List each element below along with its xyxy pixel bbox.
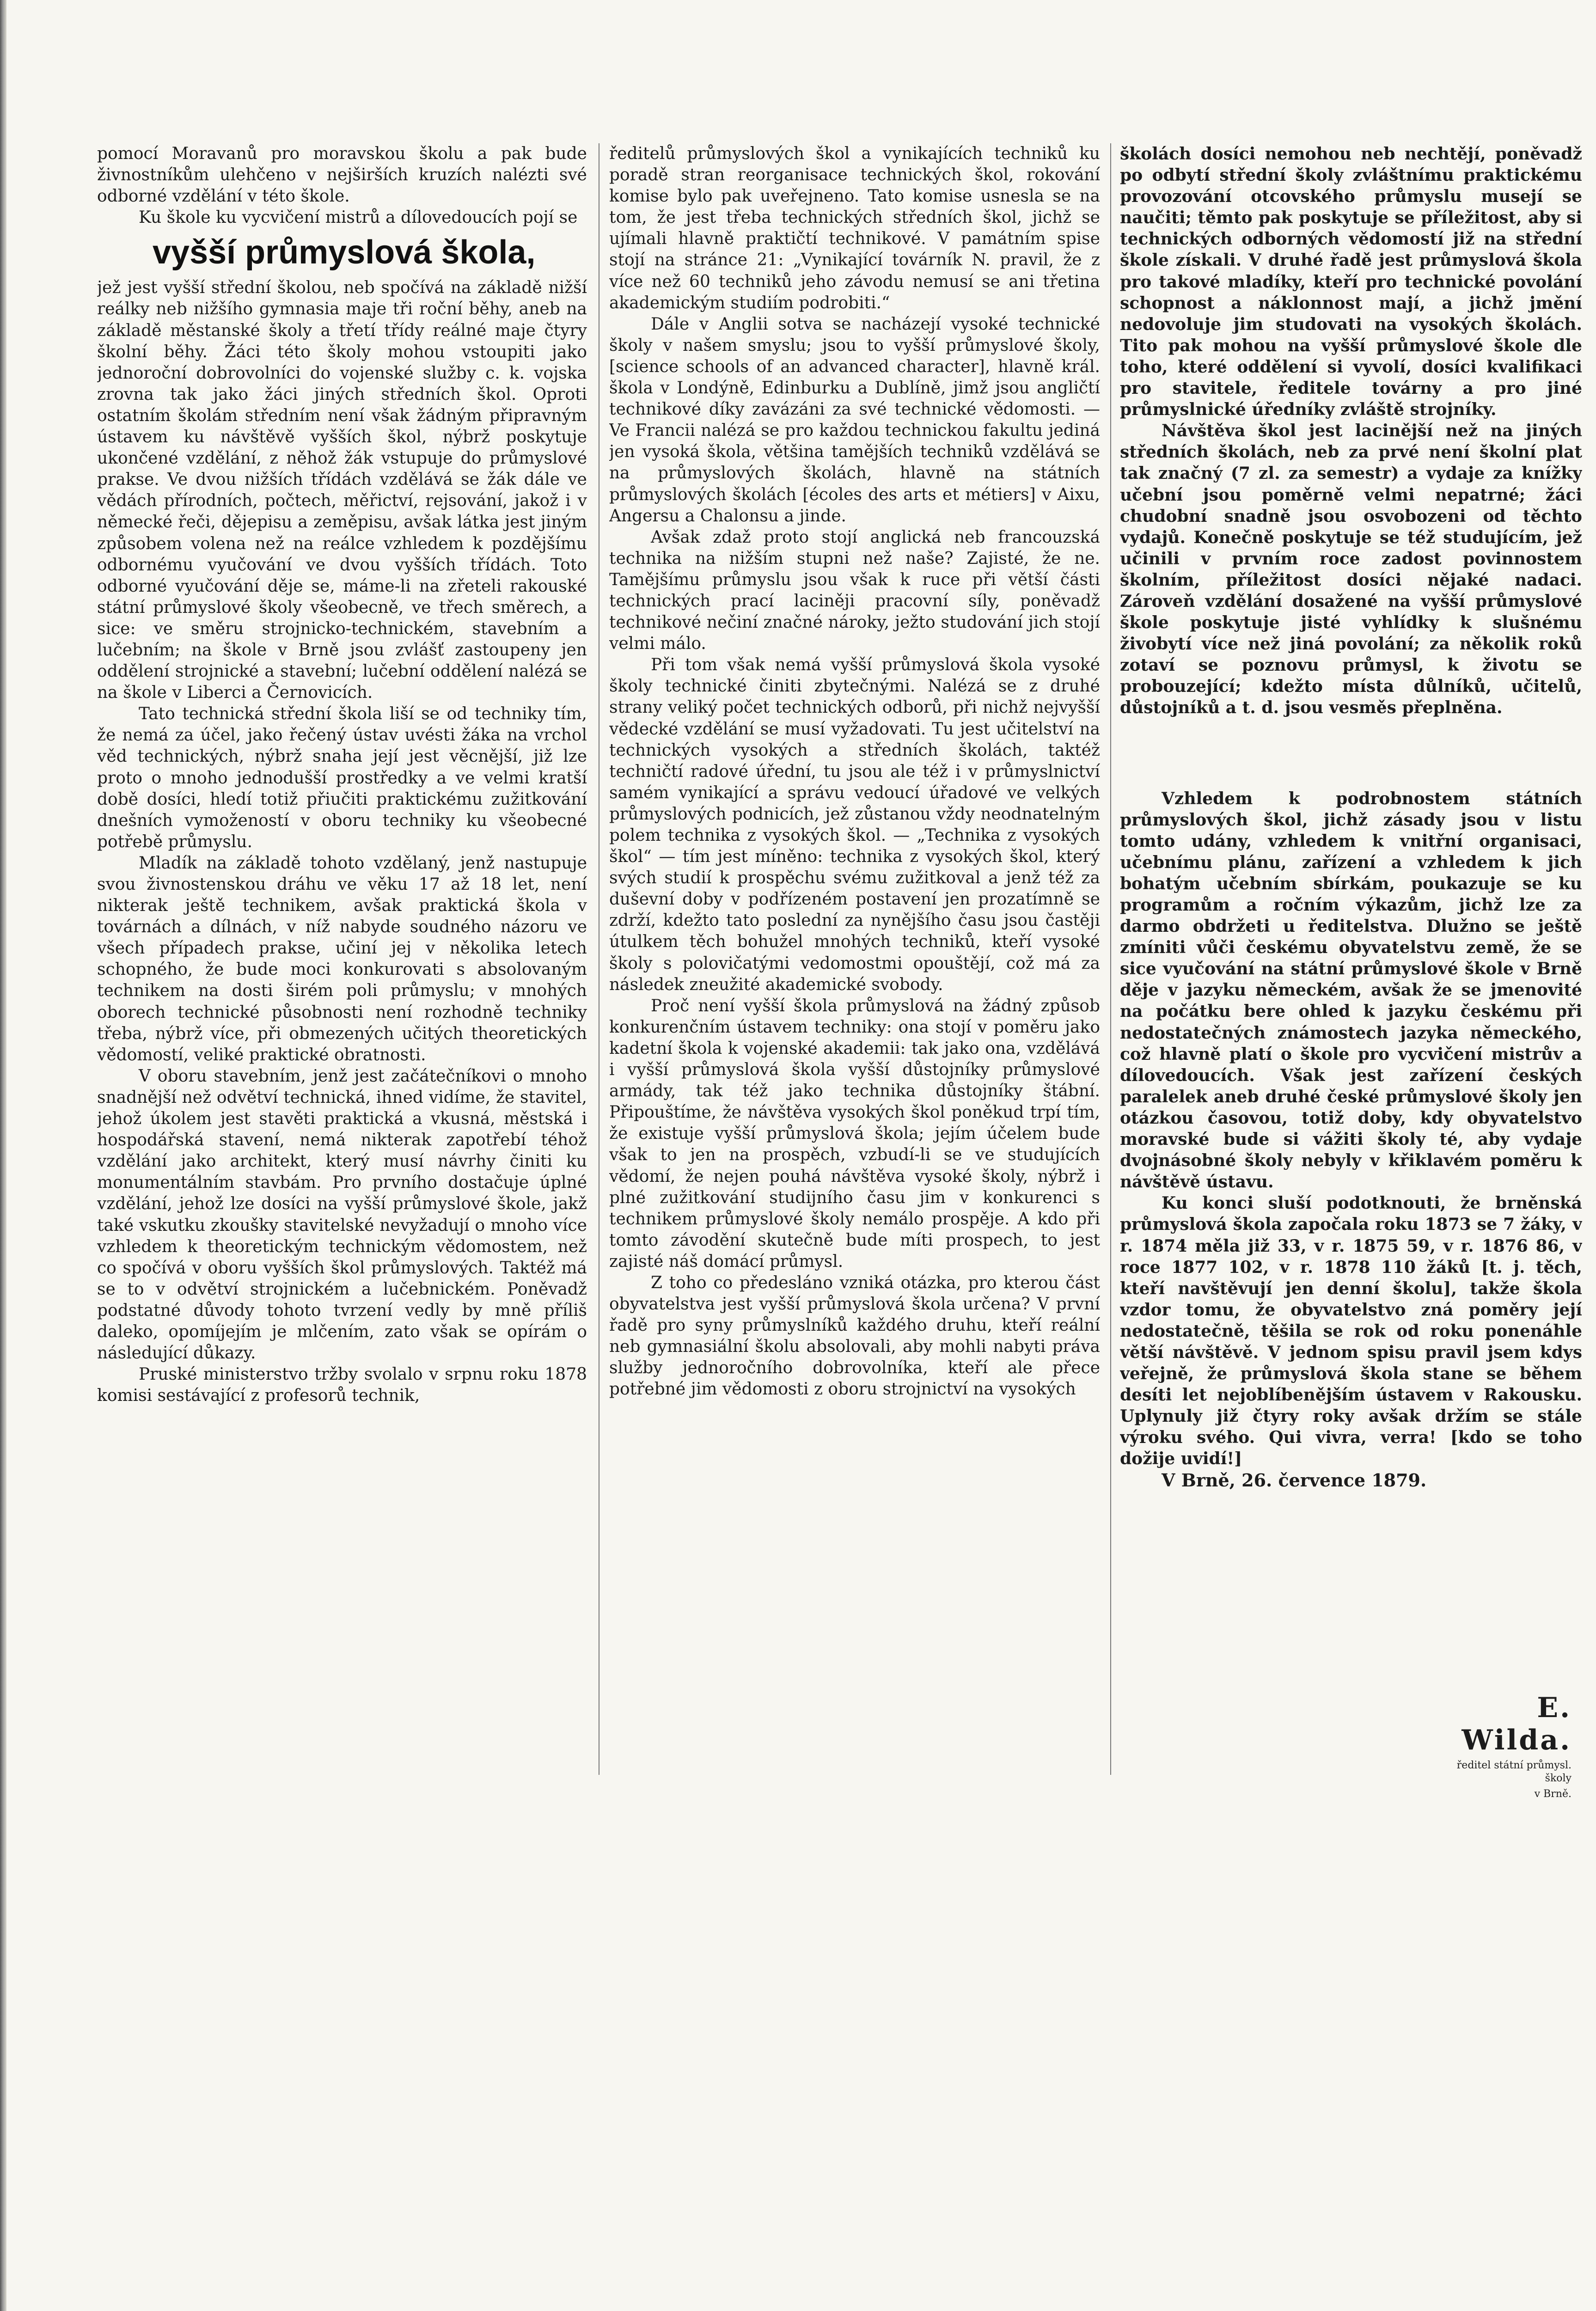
paragraph: Návštěva škol jest lacinější než na jiných středních školách, neb za prvé není školní plat tak značný (7 zl. za semestr) a vydaje za knížky učební jsou poměrně velmi nepatrné; žáci chudobní snadně jsou osvobozeni od těchto vydajů. Konečně poskytuje se též studujícím, jež učinili v prvním roce zadost povinnostem školním, příležitost dosíci nějaké nadaci. Zároveň vzdělání dosažené na vyšší průmyslové škole poskytuje jisté vyhlídky k slušnému živobytí více než jiná povolání; za několik roků zotaví se poznovu průmysl, k životu se probouzející; kdežto místa důlníků, učitelů, důstojníků a t. d. jsou vesměs přeplněna. xyxy=(1120,421,1582,718)
paragraph: Dále v Anglii sotva se nacházejí vysoké technické školy v našem smyslu; jsou to vyšší průmyslové školy, [science schools of an advanced character], hlavně král. škola v Londýně, Edinburku a Dublíně, jimž jsou angličtí technikové díky zavázáni za své technické vědomosti. — Ve Francii nalézá se pro každou technickou fakultu jediná jen vysoká škola, většina tamějších techniků vzdělává se na průmyslových školách, hlavně na státních průmyslových školách [écoles des arts et métiers] v Aixu, Angersu a Chalonsu a jinde. xyxy=(609,314,1100,526)
dateline xyxy=(1120,1470,1582,1491)
author-title: ředitel státní průmysl. školy xyxy=(1456,1760,1572,1784)
paragraph: Mladík na základě tohoto vzdělaný, jenž nastupuje svou živnostenskou dráhu ve věku 17 až 18 let, není nikterak ještě technikem, avšak praktická škola v továrnách a dílnách, v níž nabyde soudného názoru ve všech případech prakse, učiní jej v několika letech schopného, že bude moci konkurovati s absolovaným technikem na dosti širém poli průmyslu; v mnohých oborech technické působnosti není rozhodně techniky třeba, nýbrž více, při obmezených učitých theoretických vědomostí, veliké praktické obratnosti. xyxy=(97,853,587,1064)
paragraph: školách dosíci nemohou neb nechtějí, poněvadž po odbytí střední školy zvláštnímu praktickému provozování otcovského průmyslu musejí se naučiti; těmto pak poskytuje se příležitost, aby si technických odborných vědomostí již na střední škole získali. V druhé řadě jest průmyslová škola pro takové mladíky, kteří pro technické povolání schopnost a náklonnost mají, a jichž jmění nedovoluje jim studovati na vysokých školách. Tito pak mohou na vyšší průmyslové škole dle toho, které oddělení si vyvolí, dosíci kvalifikaci pro stavitele, ředitele továrny a pro jiné průmyslnické úředníky zvláště strojníky. xyxy=(1120,144,1582,420)
paragraph: Proč není vyšší škola průmyslová na žádný způsob konkurenčním ústavem techniky: ona stojí v poměru jako kadetní škola k vojenské akademii: tak jako ona, vzdělává i vyšší průmyslová škola vyšší důstojníky průmyslové armády, tak též jako technika důstojníky štábní. Připouštíme, že návštěva vysokých škol poněkud trpí tím, že existuje vyšší průmyslová škola; jejím účelem bude však to jen na prospěch, vzbudí-li se ve studujících vědomí, že nejen pouhá návštěva vysoké školy, nýbrž i plné zužitkování studijního času jim v konkurenci s technikem průmyslové školy nemálo prospěje. A kdo při tomto závodění skutečně bude míti prospech, to jest zajisté náš domácí průmysl. xyxy=(609,996,1100,1271)
paragraph: Tato technická střední škola liší se od techniky tím, že nemá za účel, jako řečený ústav uvésti žáka na vrchol věd technických, nýbrž snaha její jest věcnější, již lze proto o mnoho jednodušší prostředky a ve velmi kratší době dosíci, hledí totiž přiučiti praktickému zužitkování dnešních vymožeností v oboru techniky ku všeobecné potřebě průmyslu. xyxy=(97,704,587,851)
date-place: V Brně, xyxy=(1162,1469,1235,1491)
paragraph: Z toho co předesláno vzniká otázka, pro kterou část obyvatelstva jest vyšší průmyslová škola určena? V první řadě pro syny průmyslníků každého druhu, kteří reální neb gymnasiální školu absolovali, aby mohli nabyti práva služby jednoročního dobrovolníka, kteří ale přece potřebné jim vědomosti z oboru strojnictví na vysokých xyxy=(609,1273,1100,1399)
column-divider xyxy=(1110,143,1111,1775)
section-heading: vyšší průmyslová škola, xyxy=(153,234,536,271)
text-column-1 xyxy=(97,143,587,1775)
author-location: v Brně. xyxy=(1534,1788,1572,1800)
paragraph: Pruské ministerstvo tržby svolalo v srpnu roku 1878 komisi sestávající z profesorů technik, xyxy=(97,1365,587,1406)
author-name: E. Wilda. xyxy=(1461,1692,1572,1756)
text-column-3 xyxy=(1120,143,1582,1775)
paragraph: Ku škole ku vycvičení mistrů a dílovedoucích pojí se xyxy=(139,208,578,227)
signature-block xyxy=(1433,1692,1572,1801)
paragraph: Ku konci sluší podotknouti, že brněnská průmyslová škola započala roku 1873 se 7 žáky, v r. 1874 měla již 33, v r. 1875 59, v r. 1876 86, v roce 1877 102, v r. 1878 110 žáků [t. j. těch, kteří navštěvují jen denní školu], takže škola vzdor tomu, že obyvatelstvo zná poměry její nedostatečně, těšila se rok od roku ponenáhle větší návštěvě. V jednom spisu pravil jsem kdys veřejně, že průmyslová škola stane se během desíti let nejoblíbenějším ústavem v Rakousku. Uplynuly již čtyry roky avšak držím se stále výroku svého. Qui vivra, verra! [kdo se toho dožije uvidí!] xyxy=(1120,1193,1582,1469)
spacer xyxy=(1120,719,1582,788)
paragraph: Při tom však nemá vyšší průmyslová škola vysoké školy technické činiti zbytečnými. Nalézá se z druhé strany veliký počet technických odborů, při nichž nejvyšší vědecké vzdělání se musí vyžadovati. Tu jest učitelství na technických vysokých a středních školách, taktéž techničtí radové úřední, tu jsou ale též i v průmyslnictví samém vynikající a správu vedoucí úřadové ve velkých průmyslových podnicích, jež zůstanou vždy neodnatelným polem technika z vysokých škol. — „Technika z vysokých škol“ — tím jest míněno: technika z vysokých škol, který svých studií k prospěchu svému zužitkoval a jenž též za duševní doby v podřízeném postavení jen prozatímně se zdrží, kdežto tato poslední za nynějšího času jsou častěji útulkem těch bohužel mnohých techniků, kteří vysoké školy s polovičatými vedomostmi opouštějí, což má za následek zneužité akademické svobody. xyxy=(609,655,1100,994)
paragraph: V oboru stavebním, jenž jest začátečníkovi o mnoho snadnější než odvětví technická, ihned vidíme, že stavitel, jehož úkolem jest stavěti praktická a vkusná, městská i hospodářská stavení, nemá nikterak zapotřebí téhož vzdělání jako architekt, který musí návrhy činiti ku monumentálním stavbám. Pro prvního dostačuje úplné vzdělání, jehož lze dosíci na vyšší průmyslové škole, jakž také vskutku zkoušky stavitelské nevyžadují o mnoho více vzhledem k theoretickým technickým vědomostem, než co spočívá v oboru vyšších škol průmyslových. Taktéž má se to v odvětví strojnickém a lučebnickém. Poněvadž podstatné důvody tohoto tvrzení vedly by mně příliš daleko, opomíjejím je mlčením, zato však se opírám o následující důkazy. xyxy=(97,1066,587,1363)
text-column-2 xyxy=(609,143,1100,1775)
paragraph: Vzhledem k podrobnostem státních průmyslových škol, jichž zásady jsou v listu tomto udány, vzhledem k vnitřní organisaci, učebnímu plánu, zařízení a vzhledem k jich bohatým učebním sbírkám, poukazuje se ku programům a ročním výkazům, jichž lze za darmo obdržeti u ředitelstva. Dlužno se ještě zmíniti vůči českému obyvatelstvu země, že se sice vyučování na státní průmyslové škole v Brně děje v jazyku německém, avšak že se jmenovité na počátku bere ohled k jazyku českému při nedostatečných známostech jazyka německého, což hlavně platí o škole pro vycvičení mistrův a dílovedoucích. Však jest zařízení českých paralelek aneb druhé české průmyslové školy jen otázkou časovou, totiž doby, kdy obyvatelstvo moravské bude si vážiti školy té, aby vydaje dvojnásobné školy nebyly v křiklavém poměru k návštěvě ústavu. xyxy=(1120,789,1582,1192)
paragraph: ředitelů průmyslových škol a vynikajících techniků ku poradě stran reorganisace technických škol, rokování komise bylo pak uveřejneno. Tato komise usnesla se na tom, že jest třeba technických středních škol, jichž se ujímali hlavně praktičtí technikové. V památním spise stojí na stránce 21: „Vynikající továrník N. pravil, že z více než 60 techniků jeho závodu nemusí se ani třetina akademickým studiím podrobiti.“ xyxy=(609,144,1100,312)
date: 26. července 1879. xyxy=(1241,1469,1427,1491)
paragraph: pomocí Moravanů pro moravskou školu a pak bude živnostníkům ulehčeno v nejširších kruzích nalézti své odborné vzdělání v této škole. xyxy=(97,144,587,206)
page-left-edge xyxy=(0,0,6,2311)
paragraph: jež jest vyšší střední školou, neb spočívá na základě nižší reálky neb nižšího gymnasia maje tři roční běhy, aneb na základě městanské školy a třetí třídy reálné maje čtyry školní běhy. Žáci této školy mohou vstoupiti jako jednoroční dobrovolníci do vojenské služby c. k. vojska zrovna tak jako žáci jiných středních škol. Oproti ostatním školám středním není však žádným připravným ústavem ku návštěvě vyšších škol, nýbrž poskytuje ukončené vzdělání, z něhož žák vstupuje do průmyslové prakse. Ve dvou nižších třídách vzdělává se žák dále ve vědách přírodních, počtech, měřictví, rejsování, jakož i v německé řeči, dějepisu a zeměpisu, avšak látka jest jiným způsobem volena než na reálce vzhledem k pozdějšímu odbornému vyučování ve dvou vyšších třídách. Toto odborné vyučování děje se, máme-li na zřeteli rakouské státní průmyslové školy všeobecně, ve třech směrech, a sice: ve směru strojnicko-technickém, stavebním a lučebním; na škole v Brně jsou zvlášť zastoupeny jen oddělení strojnické a stavební; lučební oddělení nalézá se na škole v Liberci a Černovicích. xyxy=(97,278,587,703)
paragraph: Avšak zdaž proto stojí anglická neb francouzská technika na nižším stupni než naše? Zajisté, že ne. Tamějšímu průmyslu jsou však k ruce při větší části technických prací laciněji pracovní síly, poněvadž technikové nečiní značné nároky, ježto studování jich stojí velmi málo. xyxy=(609,527,1100,654)
